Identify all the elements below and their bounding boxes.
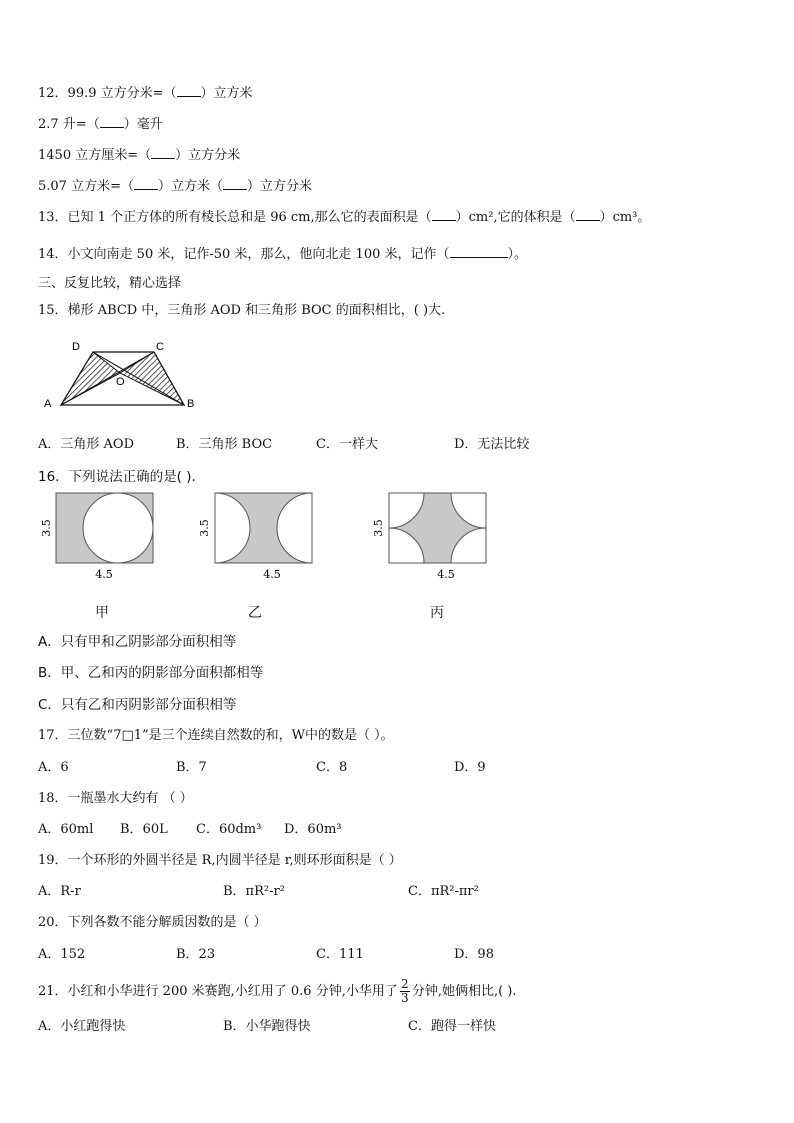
q12-line-a <box>38 84 253 102</box>
height-label: 3.5 <box>198 519 211 537</box>
q12-b-suffix: ）毫升 <box>123 117 163 132</box>
q12-line-b <box>38 115 163 133</box>
label-c: C <box>156 341 164 353</box>
q16-stem: 16．下列说法正确的是( )． <box>38 469 206 485</box>
height-label: 3.5 <box>372 519 385 537</box>
circle-jia <box>83 493 153 563</box>
q20-option-d[interactable]: D．98 <box>454 947 494 962</box>
answer-blank[interactable] <box>151 146 175 159</box>
answer-blank[interactable] <box>177 84 201 97</box>
q19-option-a[interactable]: A．R-r <box>38 884 81 899</box>
q17-option-c[interactable]: C．8 <box>316 760 348 775</box>
trapezoid-figure <box>38 336 208 412</box>
q13-suffix: ）cm³。 <box>599 210 651 225</box>
answer-blank[interactable] <box>450 245 508 258</box>
q17-stem: 17．三位数“7□1”是三个连续自然数的和，W中的数是（ ）。 <box>38 728 394 743</box>
answer-blank[interactable] <box>100 115 124 128</box>
q19-stem: 19．一个环形的外圆半径是 R,内圆半径是 r,则环形面积是（ ） <box>38 853 402 868</box>
q21-option-b[interactable]: B．小华跑得快 <box>223 1019 311 1034</box>
q18-option-d[interactable]: D．60m³ <box>284 822 342 837</box>
q20-stem: 20．下列各数不能分解质因数的是（ ） <box>38 915 267 930</box>
label-b: B <box>187 398 195 410</box>
q19-option-c[interactable]: C．πR²-πr² <box>408 884 479 899</box>
q16-option-c[interactable]: C．只有乙和丙阴影部分面积相等 <box>38 697 237 713</box>
fraction-two-thirds <box>400 978 410 1005</box>
label-o: O <box>116 376 125 388</box>
q21-line <box>38 978 517 1006</box>
answer-blank[interactable] <box>576 208 600 221</box>
q16-option-a[interactable]: A．只有甲和乙阴影部分面积相等 <box>38 634 237 650</box>
answer-blank[interactable] <box>134 177 158 190</box>
q20-option-c[interactable]: C．111 <box>316 947 364 962</box>
q18-stem: 18．一瓶墨水大约有 （ ） <box>38 791 193 806</box>
fraction-numerator: 2 <box>401 977 409 991</box>
section-heading: 三、反复比较，精心选择 <box>38 276 182 291</box>
q18-option-b[interactable]: B．60L <box>120 822 168 837</box>
caption-yi: 乙 <box>248 605 262 621</box>
q12-c-prefix: 1450 立方厘米=（ <box>38 148 152 163</box>
q15-option-d[interactable]: D．无法比较 <box>454 437 530 452</box>
q13-line <box>38 208 650 226</box>
width-label: 4.5 <box>95 568 113 581</box>
q13-mid: ）cm²,它的体积是（ <box>455 210 576 225</box>
triangle-aod <box>61 352 120 405</box>
q14-line <box>38 245 527 263</box>
q12-a-suffix: ）立方米 <box>200 86 253 101</box>
q21-option-a[interactable]: A．小红跑得快 <box>38 1019 126 1034</box>
q18-option-c[interactable]: C．60dm³ <box>196 822 262 837</box>
q16-option-b[interactable]: B．甲、乙和丙的阴影部分面积都相等 <box>38 665 264 681</box>
q12-d-suffix: ）立方分米 <box>247 179 313 194</box>
figure-jia <box>38 490 158 584</box>
label-d: D <box>72 341 80 353</box>
q13-prefix: 13．已知 1 个正方体的所有棱长总和是 96 cm,那么它的表面积是（ <box>38 210 432 225</box>
q12-a-prefix: 12．99.9 立方分米=（ <box>38 86 177 101</box>
q18-option-a[interactable]: A．60ml <box>38 822 94 837</box>
q12-line-c <box>38 146 240 164</box>
q19-option-b[interactable]: B．πR²-r² <box>223 884 285 899</box>
q12-d-prefix: 5.07 立方米=（ <box>38 179 134 194</box>
q17-option-d[interactable]: D．9 <box>454 760 486 775</box>
caption-jia: 甲 <box>95 605 109 621</box>
q12-b-prefix: 2.7 升=（ <box>38 117 100 132</box>
caption-bing: 丙 <box>430 605 444 621</box>
width-label: 4.5 <box>437 568 455 581</box>
fraction-denominator: 3 <box>401 991 409 1005</box>
q20-option-b[interactable]: B．23 <box>176 947 216 962</box>
triangle-boc <box>120 352 184 405</box>
q21-option-c[interactable]: C．跑得一样快 <box>408 1019 496 1034</box>
answer-blank[interactable] <box>432 208 456 221</box>
q15-option-a[interactable]: A．三角形 AOD <box>38 437 134 452</box>
answer-blank[interactable] <box>223 177 247 190</box>
q17-option-a[interactable]: A．6 <box>38 760 69 775</box>
q17-option-b[interactable]: B．7 <box>176 760 207 775</box>
q20-option-a[interactable]: A．152 <box>38 947 86 962</box>
q15-option-b[interactable]: B．三角形 BOC <box>176 437 273 452</box>
label-a: A <box>44 398 52 410</box>
q12-d-mid: ）立方米（ <box>157 179 223 194</box>
figure-yi <box>196 490 318 584</box>
q15-option-c[interactable]: C．一样大 <box>316 437 378 452</box>
q12-c-suffix: ）立方分米 <box>175 148 241 163</box>
q15-stem: 15．梯形 ABCD 中，三角形 AOD 和三角形 BOC 的面积相比，( )大. <box>38 303 446 318</box>
figure-bing <box>370 490 492 584</box>
width-label: 4.5 <box>263 568 281 581</box>
q21-prefix: 21．小红和小华进行 200 米赛跑,小红用了 0.6 分钟,小华用了 <box>38 984 398 999</box>
height-label: 3.5 <box>40 519 53 537</box>
q21-suffix: 分钟,她俩相比,( ). <box>411 984 517 999</box>
q14-prefix: 14．小文向南走 50 米，记作-50 米，那么，他向北走 100 米，记作（ <box>38 247 450 262</box>
q12-line-d <box>38 177 312 195</box>
q14-suffix: ）。 <box>507 247 528 262</box>
